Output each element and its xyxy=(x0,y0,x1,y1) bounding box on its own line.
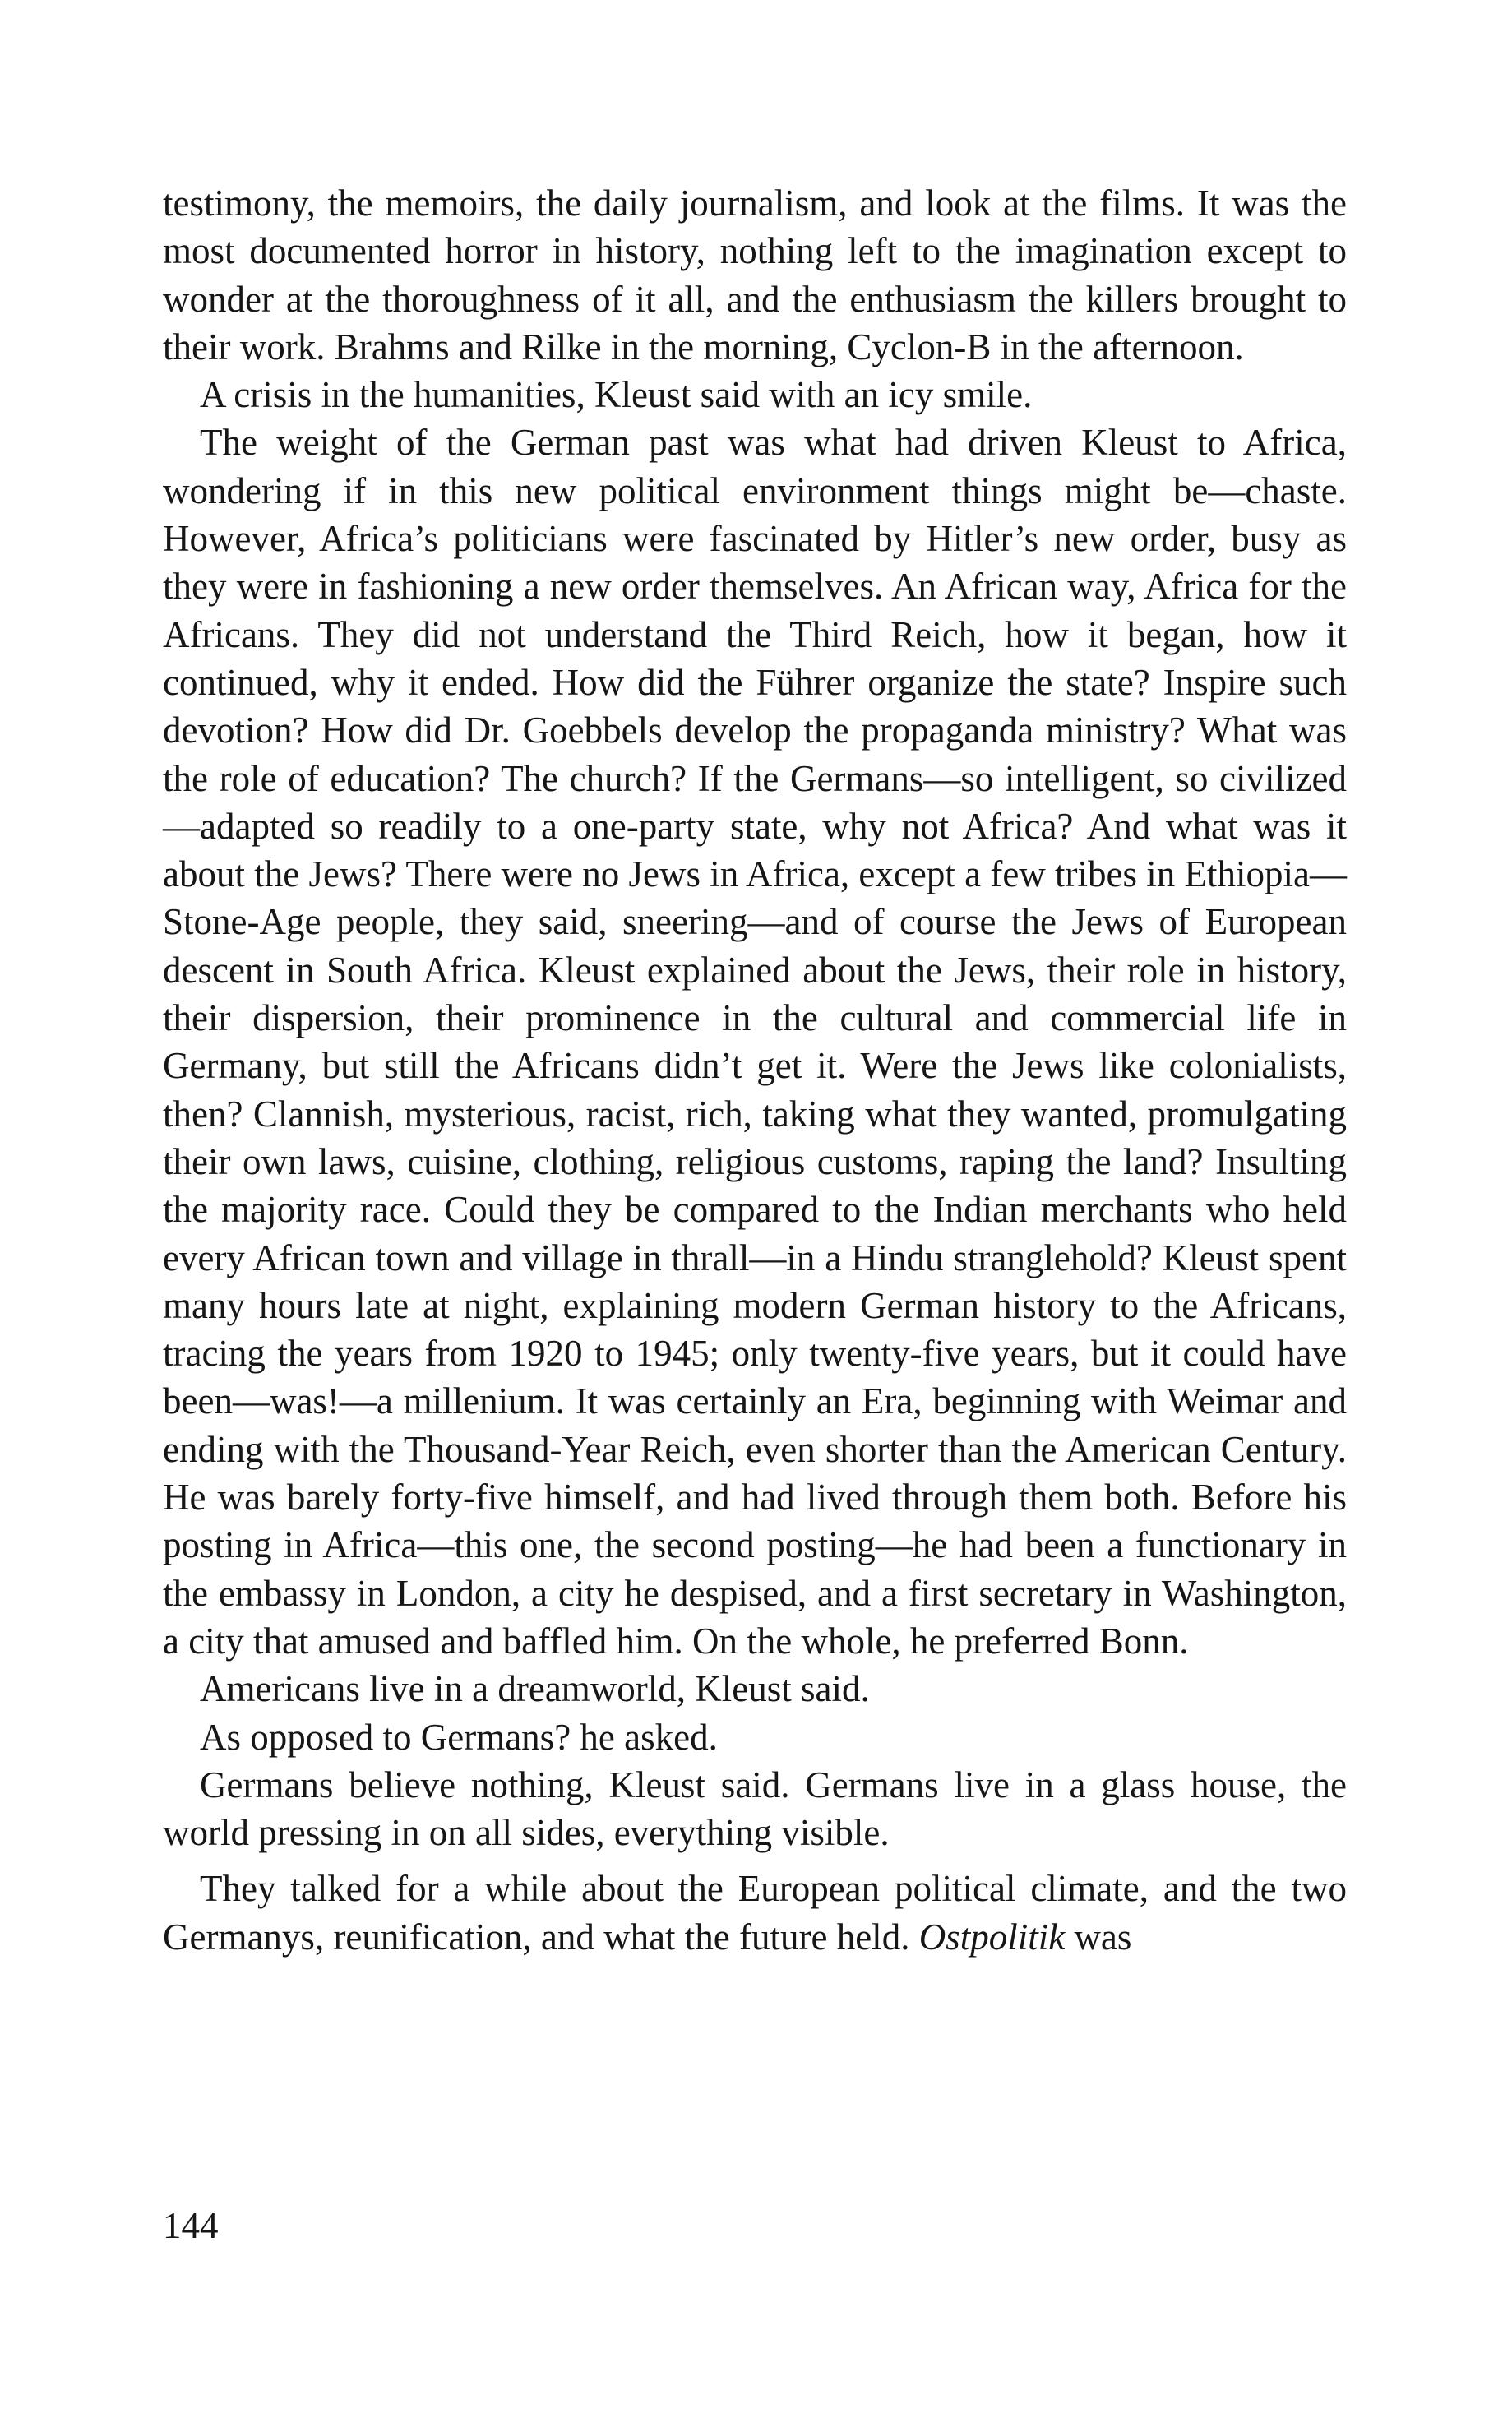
paragraph-continued: testimony, the memoirs, the daily journalism, and look at the films. It was the most documented horror in history, nothing left to the imagination except to wonder at the thoroughness of it all, and the enthusiasm the killers brought to their work. Brahms and Rilke in the morning, Cyclon-B in the afternoon. xyxy=(163,183,1347,367)
paragraph: The weight of the German past was what had driven Kleust to Africa, wondering if in this new political environment things might be—chaste. However, Africa’s politicians were fascinated by Hitler’s new order, busy as they were in fashioning a new order themselves. An African way, Africa for the Africans. They did not understand the Third Reich, how it began, how it continued, why it ended. How did the Führer organize the state? Inspire such devotion? How did Dr. Goebbels develop the propaganda ministry? What was the role of education? The church? If the Germans—so intelligent, so civilized—adapted so readily to a one-party state, why not Africa? And what was it about the Jews? There were no Jews in Africa, except a few tribes in Ethiopia—Stone-Age people, they said, sneering—and of course the Jews of European descent in South Africa. Kleust explained about the Jews, their role in history, their dispersion, their prominence in the cultural and commercial life in Germany, but still the Africans didn’t get it. Were the Jews like colonialists, then? Clannish, mysterious, racist, rich, taking what they wanted, promulgating their own laws, cuisine, clothing, religious customs, raping the land? Insulting the majority race. Could they be compared to the Indian merchants who held every African town and village in thrall—in a Hindu stranglehold? Kleust spent many hours late at night, explaining modern German history to the Africans, tracing the years from 1920 to 1945; only twenty-five years, but it could have been—was!—a millenium. It was certainly an Era, beginning with Weimar and ending with the Thousand-Year Reich, even shorter than the American Century. He was barely forty-five himself, and had lived through them both. Before his posting in Africa—this one, the second posting—he had been a functionary in the embassy in London, a city he despised, and a first secretary in Washington, a city that amused and baffled him. On the whole, he preferred Bonn. xyxy=(163,422,1347,1662)
page-number: 144 xyxy=(163,2205,219,2246)
paragraph: Americans live in a dreamworld, Kleust said. xyxy=(200,1668,870,1710)
paragraph-last xyxy=(163,1865,1347,1961)
paragraph: A crisis in the humanities, Kleust said with an icy smile. xyxy=(200,374,1033,416)
italic-term: Ostpolitik xyxy=(918,1916,1066,1958)
paragraph: Germans believe nothing, Kleust said. Germans live in a glass house, the world pressing in on all sides, everything visible. xyxy=(163,1764,1347,1854)
paragraph-text: They talked for a while about the European political climate, and the two Germanys, reunification, and what the future held. xyxy=(163,1868,1347,1958)
body-text xyxy=(163,179,1347,1961)
paragraph-text: was xyxy=(1065,1916,1132,1958)
paragraph: As opposed to Germans? he asked. xyxy=(200,1716,718,1758)
